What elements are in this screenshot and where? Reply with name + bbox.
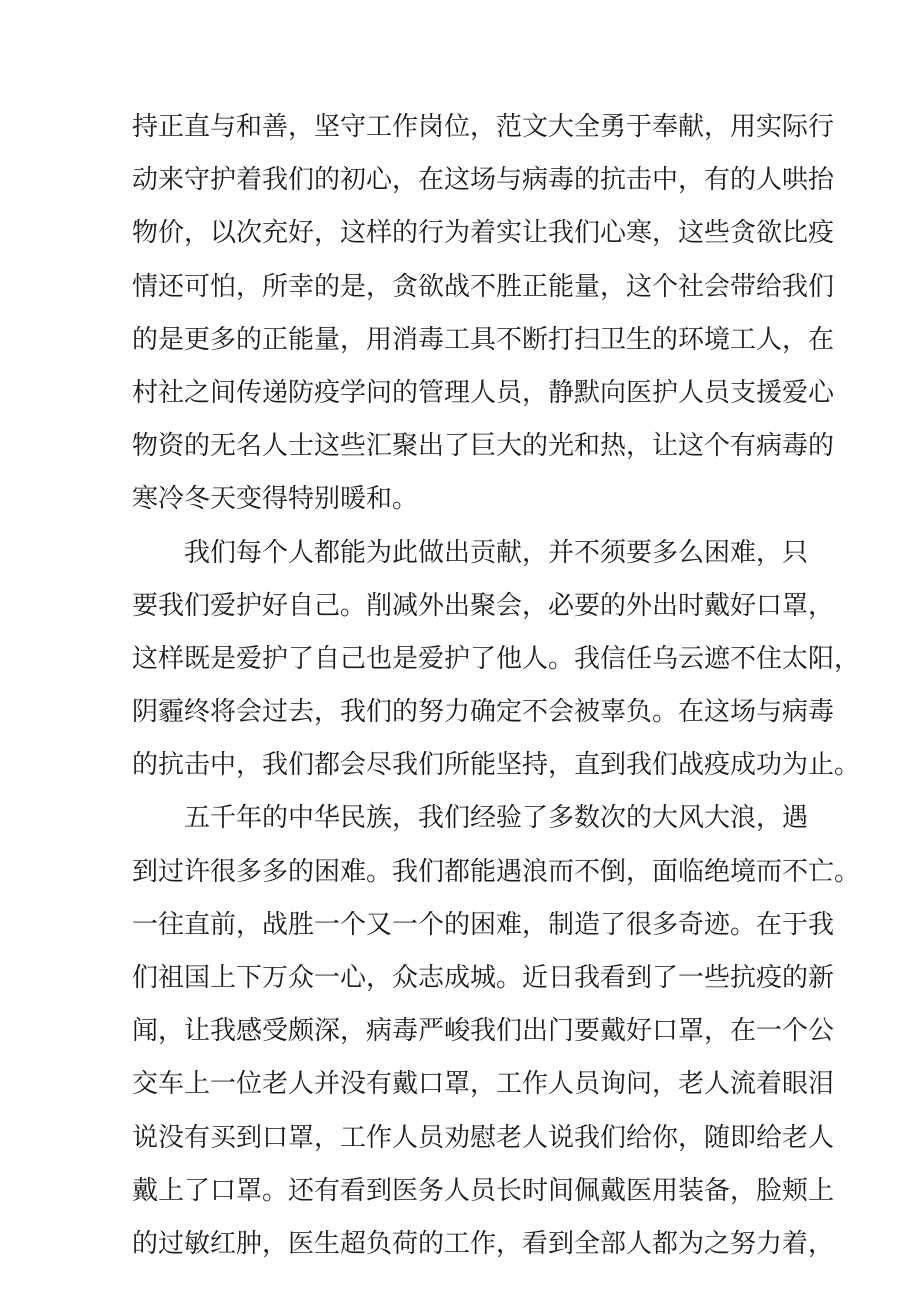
- paragraph-2-line-1: 我们每个人都能为此做出贡献，并不须要多么困难，只: [184, 537, 809, 568]
- paragraph-3-line-6: 交车上一位老人并没有戴口罩，工作人员询问，老人流着眼泪: [132, 1069, 835, 1100]
- paragraph-1-line-7: 物资的无名人士这些汇聚出了巨大的光和热，让这个有病毒的: [132, 431, 835, 462]
- paragraph-3-line-1: 五千年的中华民族，我们经验了多数次的大风大浪，遇: [184, 803, 809, 834]
- paragraph-1-line-8: 寒冷冬天变得特别暖和。: [132, 484, 419, 515]
- paragraph-2-line-4: 阴霾终将会过去，我们的努力确定不会被辜负。在这场与病毒: [132, 697, 835, 728]
- paragraph-1-line-3: 物价，以次充好，这样的行为着实让我们心寒，这些贪欲比疫: [132, 218, 835, 249]
- paragraph-1-line-2: 动来守护着我们的初心，在这场与病毒的抗击中，有的人哄抬: [132, 165, 835, 196]
- paragraph-2-line-3: 这样既是爱护了自己也是爱护了他人。我信任乌云遮不住太阳，: [132, 643, 861, 674]
- paragraph-3-line-5: 闻，让我感受颇深，病毒严峻我们出门要戴好口罩，在一个公: [132, 1016, 835, 1047]
- paragraph-2-line-2: 要我们爱护好自己。削减外出聚会，必要的外出时戴好口罩，: [132, 590, 835, 621]
- document-body: [132, 101, 861, 1271]
- paragraph-3-line-9: 的过敏红肿，医生超负荷的工作，看到全部人都为之努力着，: [132, 1228, 835, 1259]
- paragraph-3-line-7: 说没有买到口罩，工作人员劝慰老人说我们给你，随即给老人: [132, 1122, 835, 1153]
- paragraph-1-line-1: 持正直与和善，坚守工作岗位，范文大全勇于奉献，用实际行: [132, 112, 835, 142]
- paragraph-1-line-4: 情还可怕，所幸的是，贪欲战不胜正能量，这个社会带给我们: [132, 271, 835, 302]
- paragraph-3-line-8: 戴上了口罩。还有看到医务人员长时间佩戴医用装备，脸颊上: [132, 1175, 835, 1206]
- paragraph-3-line-2: 到过许很多多的困难。我们都能遇浪而不倒，面临绝境而不亡。: [132, 856, 861, 887]
- paragraph-1-line-6: 村社之间传递防疫学问的管理人员，静默向医护人员支援爱心: [132, 377, 835, 408]
- paragraph-3-line-3: 一往直前，战胜一个又一个的困难，制造了很多奇迹。在于我: [132, 909, 835, 940]
- paragraph-2-line-5: 的抗击中，我们都会尽我们所能坚持，直到我们战疫成功为止。: [132, 750, 861, 781]
- paragraph-1-line-5: 的是更多的正能量，用消毒工具不断打扫卫生的环境工人，在: [132, 324, 835, 355]
- paragraph-3-line-4: 们祖国上下万众一心，众志成城。近日我看到了一些抗疫的新: [132, 963, 835, 993]
